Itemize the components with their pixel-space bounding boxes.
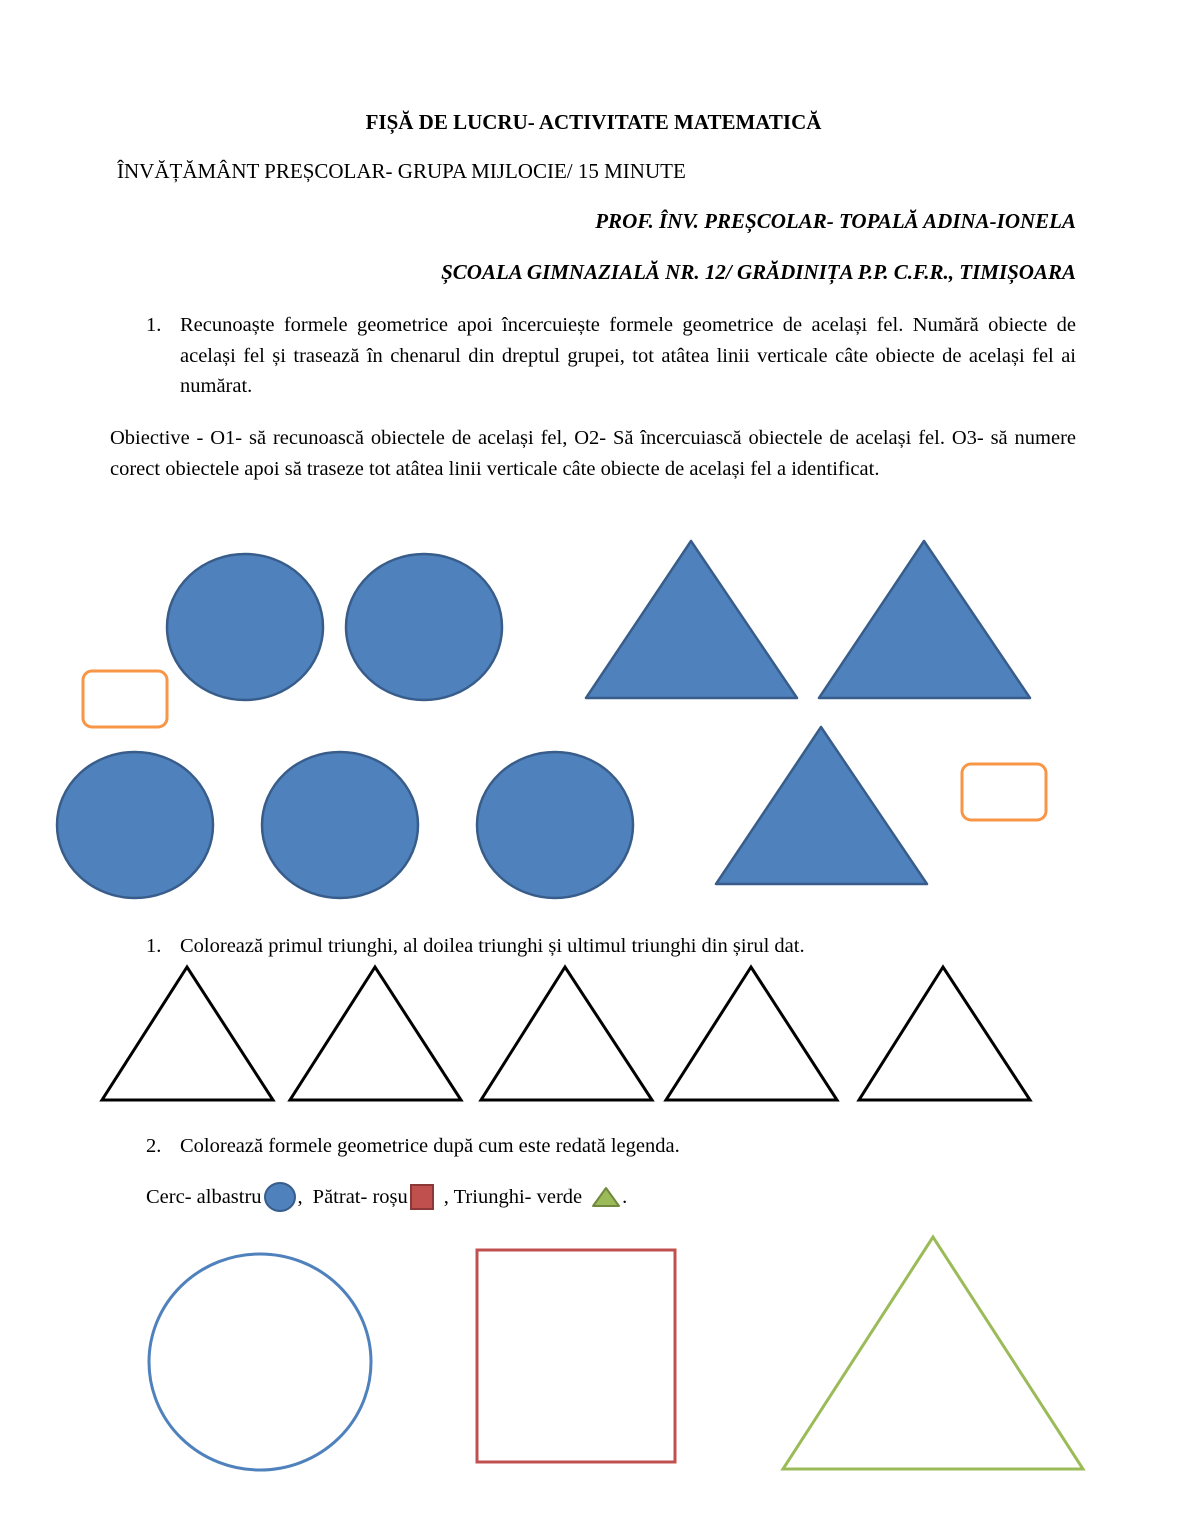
- outline-triangle[interactable]: [290, 967, 461, 1100]
- task-3-number: 2.: [146, 1135, 162, 1157]
- coloring-shapes: [149, 1237, 1083, 1470]
- outline-triangle[interactable]: [481, 967, 652, 1100]
- filled-circle: [346, 554, 502, 700]
- task-1-number: 1.: [146, 314, 162, 336]
- legend-circle-label: Cerc- albastru: [146, 1186, 262, 1208]
- outline-triangle[interactable]: [859, 967, 1030, 1100]
- filled-triangle: [716, 727, 927, 884]
- school-name: ȘCOALA GIMNAZIALĂ NR. 12/ GRĂDINIȚA P.P. C.F.R., TIMIȘOARA: [441, 260, 1076, 284]
- filled-triangle: [586, 541, 797, 698]
- task-3-text: Colorează formele geometrice după cum este redată legenda.: [180, 1135, 680, 1157]
- worksheet-title: FIȘĂ DE LUCRU- ACTIVITATE MATEMATICĂ: [365, 110, 822, 134]
- outline-square-red[interactable]: [477, 1250, 675, 1462]
- task-2-number: 1.: [146, 935, 162, 957]
- legend-circle-icon: [262, 1180, 298, 1214]
- legend-square-icon: [408, 1182, 436, 1212]
- outline-triangle[interactable]: [666, 967, 837, 1100]
- filled-circle: [477, 752, 633, 898]
- task-3: [146, 1131, 1076, 1162]
- count-box-circles[interactable]: [83, 671, 167, 727]
- outline-circle-blue[interactable]: [149, 1254, 371, 1470]
- legend-square-label: Pătrat- roșu: [312, 1186, 408, 1208]
- filled-circle: [167, 554, 323, 700]
- objectives-text: Obiective - O1- să recunoască obiectele de același fel, O2- Să încercuiască obiectele de același fel. O3- să numere corect obiectele apoi să traseze tot atâtea linii verticale câte obiecte de același fel a identificat.: [110, 427, 1076, 480]
- filled-circle: [57, 752, 213, 898]
- task-1-text: Recunoaște formele geometrice apoi încercuiește formele geometrice de același fel. Numără obiecte de același fel și trasează în chenarul din dreptul grupei, tot atâtea linii verticale câte obiecte de același fel ai numărat.: [180, 314, 1076, 397]
- worksheet-subtitle: ÎNVĂȚĂMÂNT PREȘCOLAR- GRUPA MIJLOCIE/ 15 MINUTE: [117, 159, 686, 183]
- legend-triangle-label: , Triunghi- verde: [443, 1186, 583, 1208]
- filled-circle: [262, 752, 418, 898]
- task-2: [146, 931, 1076, 962]
- filled-shapes-group: [57, 541, 1046, 898]
- teacher-name: PROF. ÎNV. PREȘCOLAR- TOPALĂ ADINA-IONELA: [595, 209, 1076, 233]
- legend-triangle-icon: [590, 1184, 622, 1210]
- filled-triangle: [819, 541, 1030, 698]
- legend-separator-1: ,: [297, 1186, 303, 1208]
- outline-triangle-green[interactable]: [783, 1237, 1083, 1469]
- task-2-text: Colorează primul triunghi, al doilea triunghi și ultimul triunghi din șirul dat.: [180, 935, 805, 957]
- color-legend: [146, 1180, 627, 1214]
- outline-triangles-row: [102, 967, 1030, 1100]
- count-box-triangles[interactable]: [962, 764, 1046, 820]
- outline-triangle[interactable]: [102, 967, 273, 1100]
- legend-end: .: [622, 1186, 628, 1208]
